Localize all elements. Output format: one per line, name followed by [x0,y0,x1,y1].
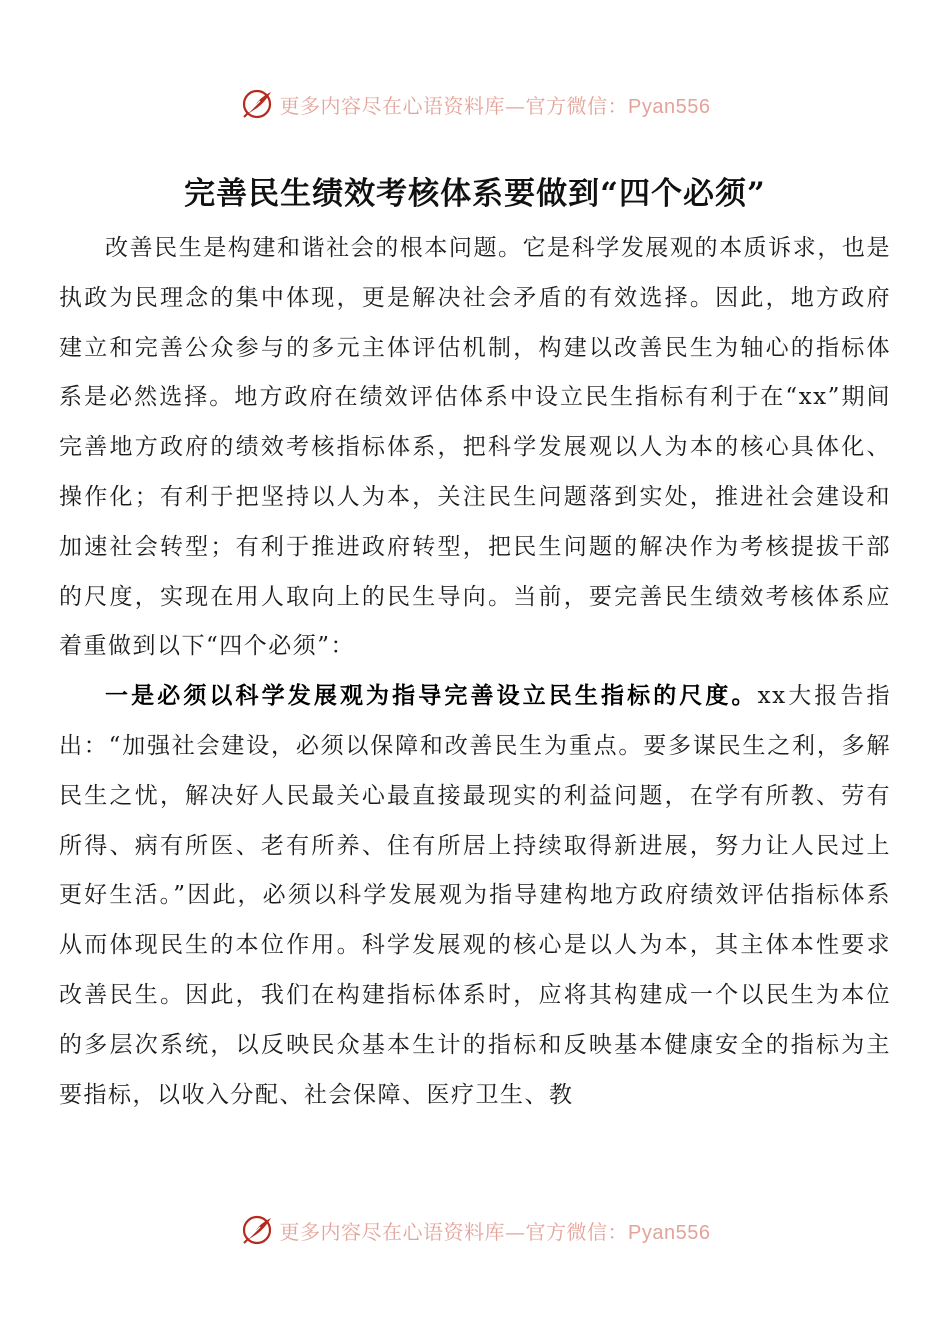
document-title: 完善民生绩效考核体系要做到“四个必须” [184,176,766,212]
paragraph-point-one [59,672,891,1120]
banner-text [280,1216,711,1245]
banner-wechat-id: Pyan556 [628,95,711,118]
banner-text [280,90,711,119]
paragraph-intro: 改善民生是构建和谐社会的根本问题。它是科学发展观的本质诉求，也是执政为民理念的集中体现，更是解决社会矛盾的有效选择。因此，地方政府建立和完善公众参与的多元主体评估机制，构建以改善民生为轴心的指标体系是必然选择。地方政府在绩效评估体系中设立民生指标有利于在“xx”期间完善地方政府的绩效考核指标体系，把科学发展观以人为本的核心具体化、操作化；有利于把坚持以人为本，关注民生问题落到实处，推进社会建设和加速社会转型；有利于推进政府转型，把民生问题的解决作为考核提拔干部的尺度，实现在用人取向上的民生导向。当前，要完善民生绩效考核体系应着重做到以下“四个必须”： [59,235,891,660]
quill-pen-icon [240,1213,274,1247]
quill-pen-icon [240,87,274,121]
banner-wechat-id: Pyan556 [628,1221,711,1244]
paragraph-point-one-lead: 一是必须以科学发展观为指导完善设立民生指标的尺度。 [105,683,758,710]
paragraph-point-one-body: xx大报告指出：“加强社会建设，必须以保障和改善民生为重点。要多谋民生之利，多解民生之忧，解决好人民最关心最直接最现实的利益问题，在学有所教、劳有所得、病有所医、老有所养、住有所居上持续取得新进展，努力让人民过上更好生活。”因此，必须以科学发展观为指导建构地方政府绩效评估指标体系从而体现民生的本位作用。科学发展观的核心是以人为本，其主体本性要求改善民生。因此，我们在构建指标体系时，应将其构建成一个以民生为本位的多层次系统，以反映民众基本生计的指标和反映基本健康安全的指标为主要指标，以收入分配、社会保障、医疗卫生、教 [59,683,892,1108]
document-body [59,224,891,1120]
header-banner [0,84,950,124]
footer-banner [0,1210,950,1250]
banner-text-cn: 更多内容尽在心语资料库—官方微信： [279,93,629,118]
banner-text-cn: 更多内容尽在心语资料库—官方微信： [279,1219,629,1244]
